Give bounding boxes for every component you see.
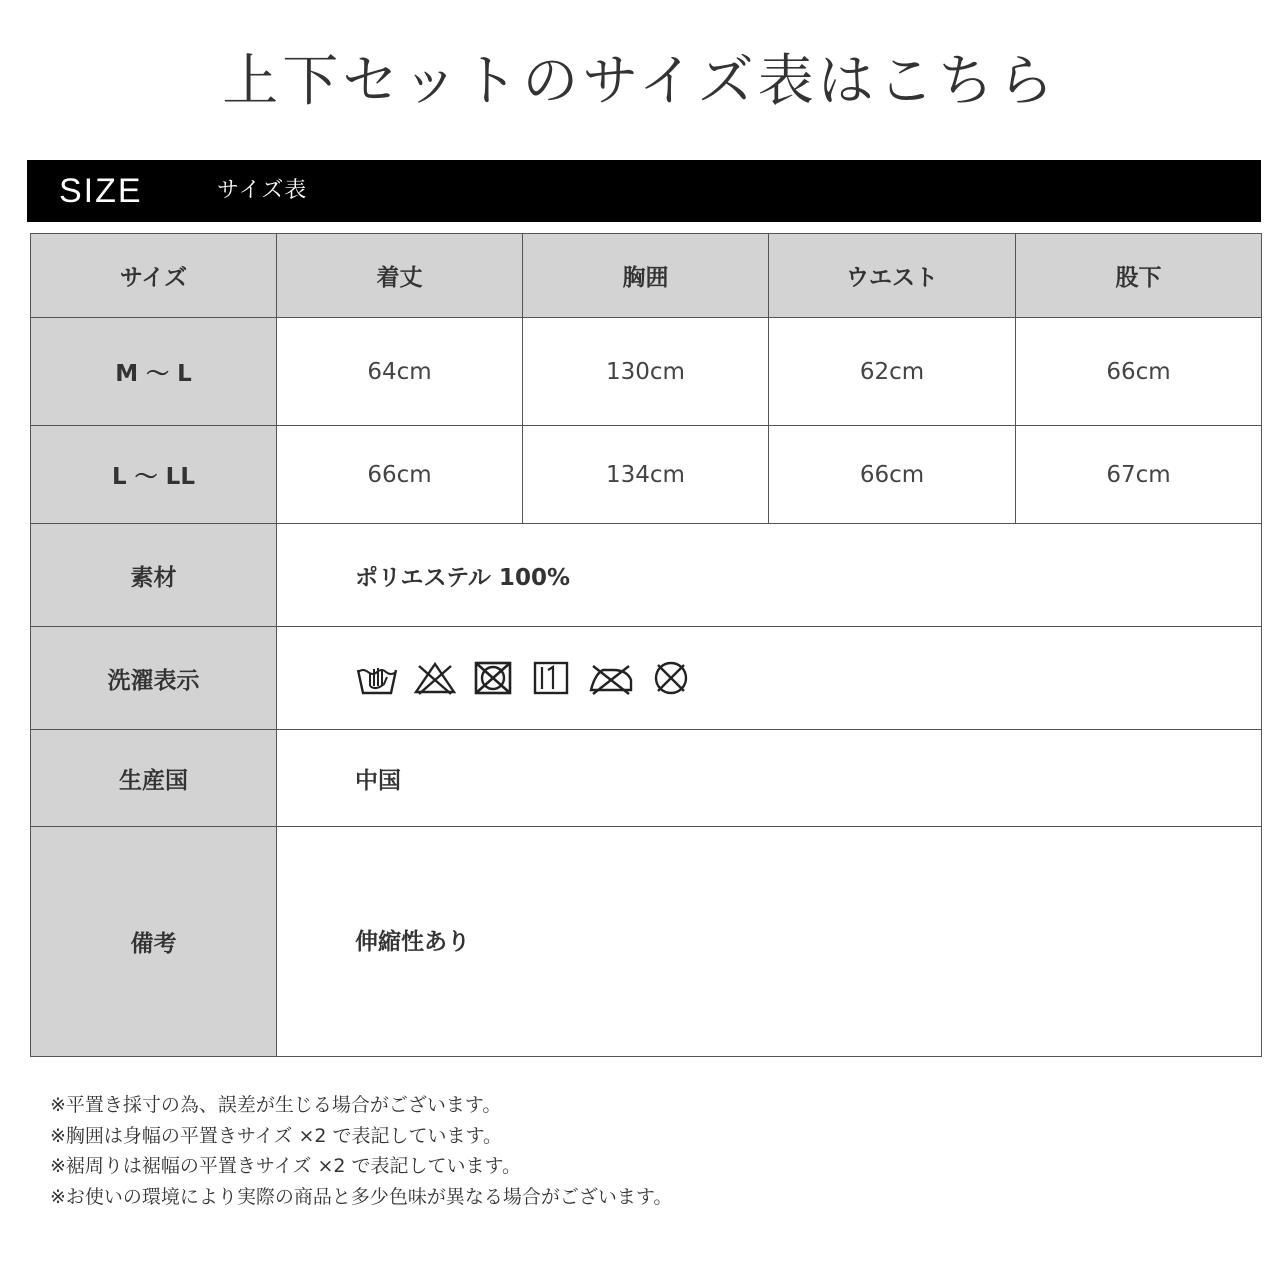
remarks-value: 伸縮性あり <box>277 827 1262 1057</box>
origin-value: 中国 <box>277 730 1262 827</box>
column-header-size: サイズ <box>31 234 277 318</box>
note-line: ※胸囲は身幅の平置きサイズ ×2 で表記しています。 <box>50 1124 502 1147</box>
table-cell: 130cm <box>523 318 769 426</box>
drip-dry-icon <box>529 660 573 696</box>
origin-label: 生産国 <box>31 730 277 827</box>
hand-wash-icon <box>355 660 399 696</box>
table-cell: 66cm <box>277 426 523 524</box>
material-value: ポリエステル 100% <box>277 524 1262 627</box>
table-cell: 134cm <box>523 426 769 524</box>
remarks-label: 備考 <box>31 827 277 1057</box>
table-cell: 64cm <box>277 318 523 426</box>
remarks-row <box>31 827 1262 1057</box>
column-header-chest: 胸囲 <box>523 234 769 318</box>
table-cell: 62cm <box>769 318 1016 426</box>
column-header-waist: ウエスト <box>769 234 1016 318</box>
notes <box>50 1090 672 1212</box>
table-row <box>31 318 1262 426</box>
care-icons-cell <box>277 627 1262 730</box>
table-header-row <box>31 234 1262 318</box>
origin-row <box>31 730 1262 827</box>
page-title: 上下セットのサイズ表はこちら <box>222 49 1058 114</box>
care-label: 洗濯表示 <box>31 627 277 730</box>
size-label-jp: サイズ表 <box>217 178 308 203</box>
note-line: ※お使いの環境により実際の商品と多少色味が異なる場合がございます。 <box>50 1185 673 1208</box>
size-header-bar <box>27 160 1261 222</box>
care-row <box>31 627 1262 730</box>
size-label-en: SIZE <box>59 172 143 210</box>
note-line: ※平置き採寸の為、誤差が生じる場合がございます。 <box>50 1094 502 1116</box>
table-cell: 67cm <box>1016 426 1262 524</box>
care-icons <box>355 660 1261 696</box>
material-label: 素材 <box>31 524 277 627</box>
note-line: ※裾周りは裾幅の平置きサイズ ×2 で表記しています。 <box>50 1155 521 1177</box>
size-cell: L 〜 LL <box>31 426 277 524</box>
no-iron-icon <box>587 660 635 696</box>
table-cell: 66cm <box>769 426 1016 524</box>
column-header-length: 着丈 <box>277 234 523 318</box>
no-bleach-icon <box>413 660 457 696</box>
table-cell: 66cm <box>1016 318 1262 426</box>
column-header-inseam: 股下 <box>1016 234 1262 318</box>
size-cell: M 〜 L <box>31 318 277 426</box>
table-row <box>31 426 1262 524</box>
material-row <box>31 524 1262 627</box>
no-tumble-dry-icon <box>471 660 515 696</box>
size-table <box>30 233 1262 1057</box>
no-dry-clean-icon <box>649 660 693 696</box>
